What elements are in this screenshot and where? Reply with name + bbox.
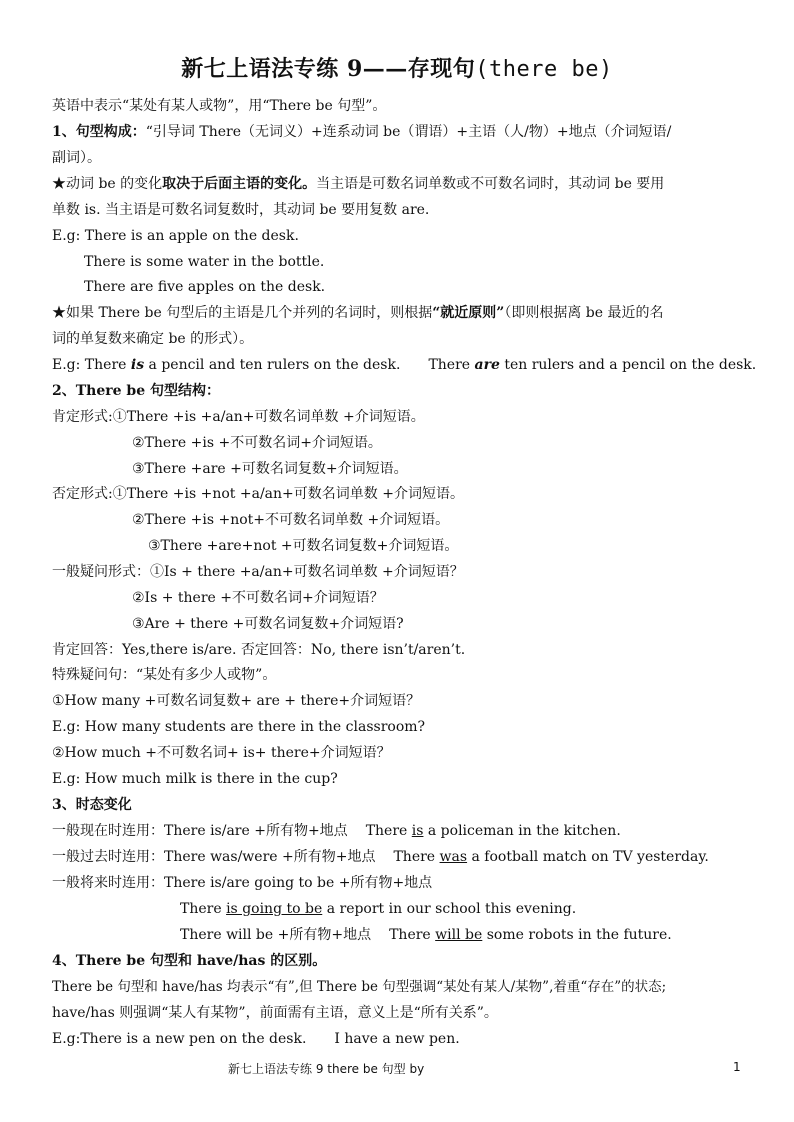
- tense-future: 一般将来时连用：There is/are going to be +所有物+地点: [52, 875, 433, 891]
- page-title: [0, 52, 794, 83]
- title-paren: (there be): [475, 57, 613, 82]
- question-2: ②Is + there +不可数名词+介词短语？: [132, 590, 384, 606]
- section1-line2: 副词）。: [52, 150, 101, 166]
- tense-future-example-2: [180, 925, 672, 945]
- tense-future-example-1: [180, 899, 576, 919]
- t5-rule: There will be +所有物+地点: [180, 927, 372, 943]
- how-many-rule: ①How many +可数名词复数+ are + there+介词短语？: [52, 693, 421, 709]
- how-much-rule: ②How much +不可数名词+ is+ there+介词短语？: [52, 745, 391, 761]
- section1-line: [52, 122, 671, 142]
- section4-text-2: have/has 则强调“某人有某物”，前面需有主语，意义上是“所有关系”。: [52, 1005, 498, 1021]
- section3-heading: 3、时态变化: [52, 797, 132, 813]
- question-3: ③Are + there +可数名词复数+介词短语?: [132, 616, 404, 632]
- eg2-p4: ten rulers and a pencil on the desk.: [499, 357, 757, 373]
- s4-example-2: I have a new pen.: [334, 1031, 460, 1047]
- t5-there: There: [389, 927, 436, 943]
- eg2-verb-is: is: [130, 357, 145, 373]
- star-note-2-line2: 词的单复数来确定 be 的形式）。: [52, 331, 254, 347]
- page-footer: 新七上语法专练 9 there be 句型 by: [228, 1062, 425, 1076]
- affirmative-1: 肯定形式:①There +is +a/an+可数名词单数 +介词短语。: [52, 409, 425, 425]
- star-note-1: [52, 174, 664, 194]
- star2-bold: “就近原则”: [432, 305, 505, 321]
- t2-there: There: [393, 849, 440, 865]
- star2-part-c: （即则根据离 be 最近的名: [504, 305, 664, 321]
- t5-rest: some robots in the future.: [482, 927, 672, 943]
- section4-example: [52, 1029, 460, 1049]
- star1-bold: 取决于后面主语的变化。: [162, 176, 317, 192]
- t1-rest: a policeman in the kitchen.: [423, 823, 621, 839]
- how-much-example: E.g: How much milk is there in the cup?: [52, 771, 338, 787]
- t1-rule: 一般现在时连用：There is/are +所有物+地点: [52, 823, 348, 839]
- example-2: There is some water in the bottle.: [84, 254, 325, 270]
- t1-there: There: [365, 823, 412, 839]
- negative-2: ②There +is +not+不可数名词单数 +介词短语。: [132, 512, 450, 528]
- section1-text: “引导词 There（无词义）+连系动词 be（谓语）+主语（人/物）+地点（介词短语/: [145, 124, 672, 140]
- section1-heading: 1、句型构成：: [52, 124, 146, 140]
- star1-part-c: 当主语是可数名词单数或不可数名词时，其动词 be 要用: [316, 176, 665, 192]
- star1-part-a: ★动词 be 的变化: [52, 176, 163, 192]
- s4-example-1: E.g:There is a new pen on the desk.: [52, 1031, 307, 1047]
- section4-heading: 4、There be 句型和 have/has 的区别。: [52, 953, 327, 969]
- eg2-p2: a pencil and ten rulers on the desk.: [144, 357, 401, 373]
- answers-line: 肯定回答：Yes,there is/are. 否定回答：No, there isn’t/aren’t.: [52, 642, 466, 658]
- eg2-p1: E.g: There: [52, 357, 131, 373]
- star-note-1-line2: 单数 is. 当主语是可数名词复数时，其动词 be 要用复数 are.: [52, 202, 430, 218]
- negative-3: ③There +are+not +可数名词复数+介词短语。: [148, 538, 459, 554]
- t2-rest: a football match on TV yesterday.: [467, 849, 709, 865]
- example-3: There are five apples on the desk.: [84, 279, 326, 295]
- example-1: E.g: There is an apple on the desk.: [52, 228, 299, 244]
- tense-present: [52, 821, 621, 841]
- question-1: 一般疑问形式：①Is + there +a/an+可数名词单数 +介词短语？: [52, 564, 464, 580]
- star2-part-a: ★如果 There be 句型后的主语是几个并列的名词时，则根据: [52, 305, 433, 321]
- t4-there: There: [180, 901, 227, 917]
- section2-heading: 2、There be 句型结构：: [52, 383, 220, 399]
- eg2-p3: There: [428, 357, 475, 373]
- t2-rule: 一般过去时连用：There was/were +所有物+地点: [52, 849, 376, 865]
- page-number: 1: [733, 1060, 741, 1074]
- eg2-verb-are: are: [474, 357, 500, 373]
- t5-verb: will be: [435, 927, 483, 943]
- star-note-2: [52, 303, 663, 323]
- how-many-example: E.g: How many students are there in the classroom?: [52, 719, 426, 735]
- t4-verb: is going to be: [226, 901, 323, 917]
- affirmative-2: ②There +is +不可数名词+介词短语。: [132, 435, 382, 451]
- intro-line: 英语中表示“某处有某人或物”，用“There be 句型”。: [52, 98, 387, 114]
- special-question: 特殊疑问句：“某处有多少人或物”。: [52, 667, 277, 683]
- t2-verb: was: [439, 849, 468, 865]
- affirmative-3: ③There +are +可数名词复数+介词短语。: [132, 461, 408, 477]
- section4-text-1: There be 句型和 have/has 均表示“有”,但 There be 句型强调“某处有某人/某物”,着重“存在”的状态;: [52, 979, 667, 995]
- tense-past: [52, 847, 709, 867]
- t4-rest: a report in our school this evening.: [322, 901, 577, 917]
- t1-verb: is: [411, 823, 424, 839]
- title-main: 新七上语法专练 9——存现句: [181, 56, 476, 82]
- negative-1: 否定形式:①There +is +not +a/an+可数名词单数 +介词短语。: [52, 486, 464, 502]
- example-proximity: [52, 355, 756, 375]
